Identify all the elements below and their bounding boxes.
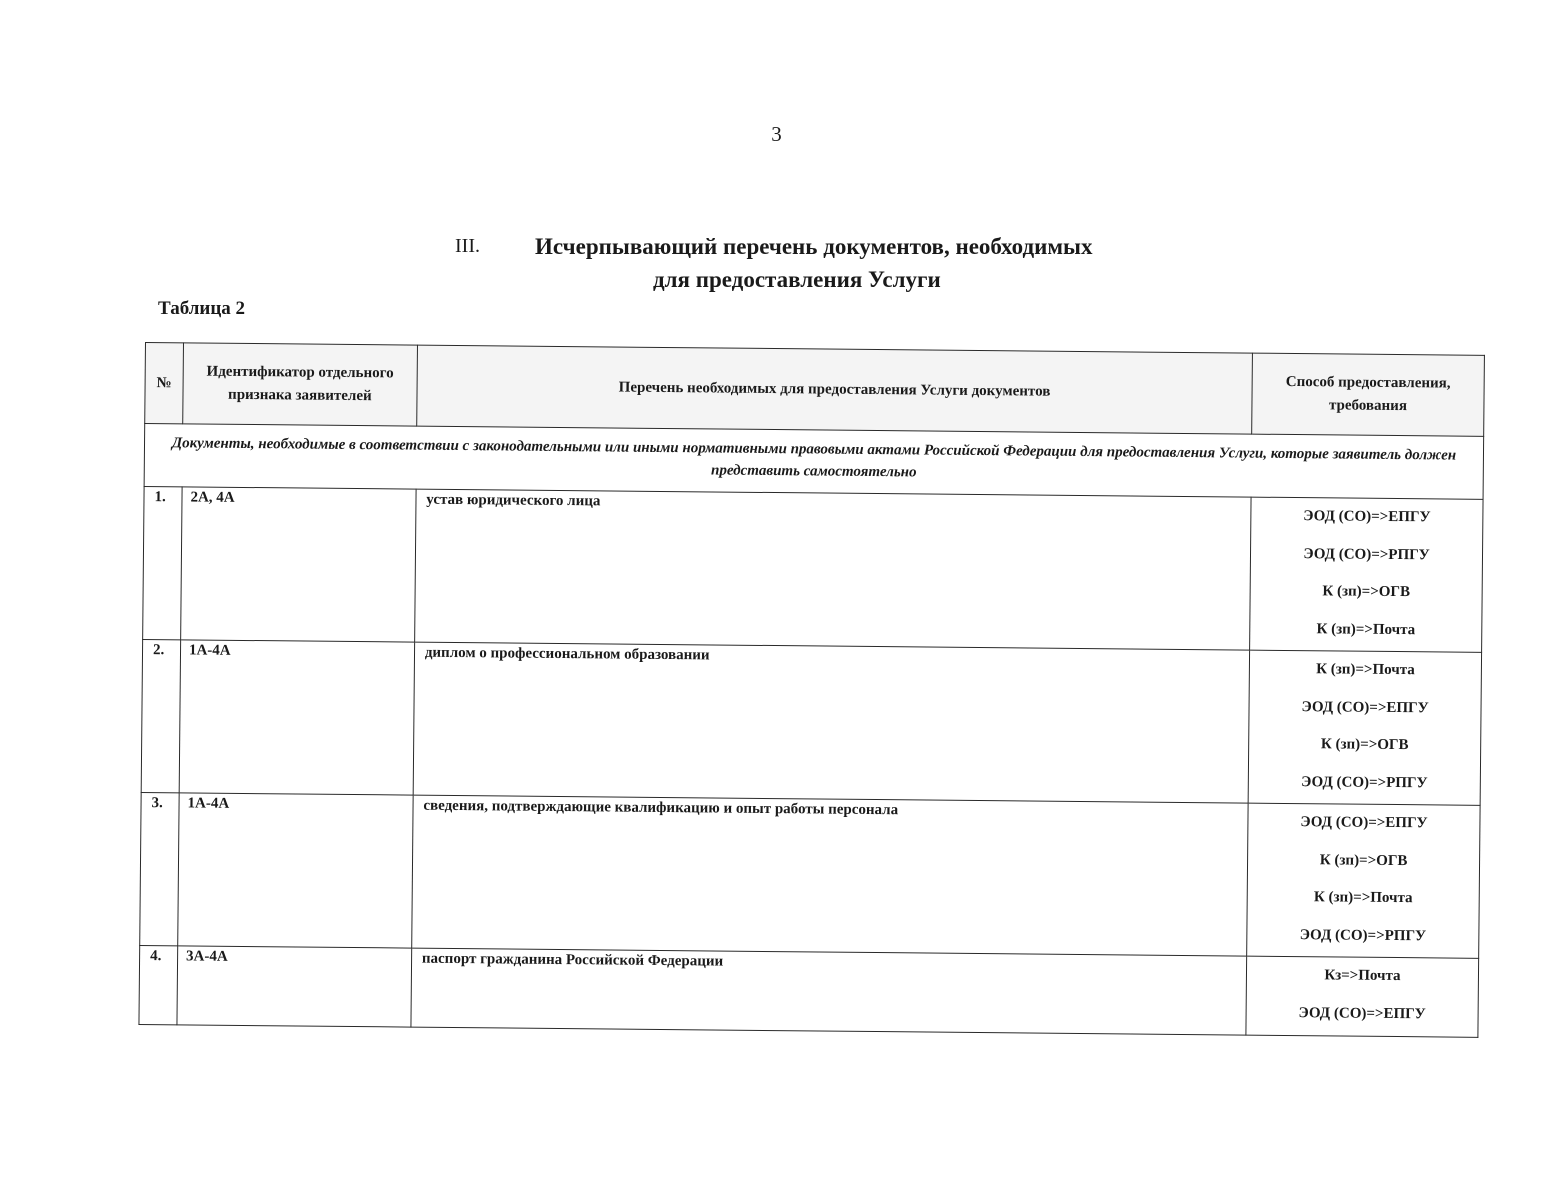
header-method: Способ предоставления, требования <box>1252 353 1485 436</box>
row-num: 4. <box>139 945 178 1024</box>
method-item: К (зп)=>ОГВ <box>1320 736 1409 754</box>
row-num: 1. <box>143 486 182 639</box>
row-identifier: 2А, 4А <box>181 487 416 642</box>
method-item: К (зп)=>Почта <box>1316 620 1416 638</box>
header-identifier: Идентификатор отдельного признака заявителей <box>183 343 418 426</box>
header-num: № <box>145 343 184 424</box>
method-item: ЭОД (СО)=>ЕПГУ <box>1301 698 1429 716</box>
table-row <box>140 792 1480 958</box>
method-item: ЭОД (СО)=>РПГУ <box>1303 545 1430 563</box>
table-row <box>143 486 1483 652</box>
method-item: К (зп)=>Почта <box>1316 661 1415 679</box>
method-item: Кз=>Почта <box>1324 967 1401 985</box>
row-num: 3. <box>140 792 179 945</box>
page-number: 3 <box>771 122 782 146</box>
method-item: К (зп)=>ОГВ <box>1319 851 1408 869</box>
row-methods <box>1250 497 1483 652</box>
row-document: диплом о профессиональном образовании <box>413 642 1250 803</box>
method-item: ЭОД (СО)=>ЕПГУ <box>1300 814 1428 832</box>
row-document: сведения, подтверждающие квалификацию и опыт работы персонала <box>412 795 1249 956</box>
table-header-row <box>145 343 1485 437</box>
method-item: ЭОД (СО)=>ЕПГУ <box>1298 1004 1426 1022</box>
method-item: ЭОД (СО)=>РПГУ <box>1301 773 1428 791</box>
method-item: ЭОД (СО)=>РПГУ <box>1299 926 1427 944</box>
method-item: К (зп)=>ОГВ <box>1322 583 1411 601</box>
section-number: III. <box>455 235 480 257</box>
method-item: ЭОД (СО)=>ЕПГУ <box>1303 508 1431 526</box>
method-item: К (зп)=>Почта <box>1313 889 1413 907</box>
table-row <box>139 945 1479 1037</box>
section-title-line2: для предоставления Услуги <box>653 267 941 292</box>
row-identifier: 3А-4А <box>177 946 412 1027</box>
row-num: 2. <box>141 639 180 792</box>
section-title-line1: Исчерпывающий перечень документов, необходимых <box>535 234 1093 259</box>
row-methods <box>1247 803 1480 958</box>
row-methods <box>1248 650 1481 805</box>
table-caption: Таблица 2 <box>158 298 246 319</box>
row-identifier: 1А-4А <box>178 793 413 948</box>
group-title: Документы, необходимые в соответствии с законодательными или иными нормативными правовыми актами Российской Федерации для предоставления Услуги, которые заявитель должен представить самостоятельно <box>144 424 1484 500</box>
row-document: паспорт гражданина Российской Федерации <box>411 948 1247 1035</box>
table-row <box>141 639 1481 805</box>
row-document: устав юридического лица <box>414 489 1251 650</box>
header-documents: Перечень необходимых для предоставления Услуги документов <box>417 345 1253 434</box>
row-methods <box>1246 956 1479 1037</box>
row-identifier: 1А-4А <box>179 640 414 795</box>
documents-table <box>138 342 1484 1038</box>
